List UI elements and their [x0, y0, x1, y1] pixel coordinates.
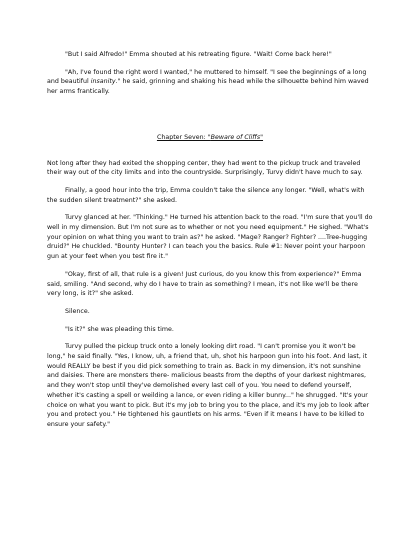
paragraph-body: Silence.	[65, 307, 90, 315]
insanity-post: ." he said, grinning and shaking his head while the silhouette behind him waved her arms frantically.	[47, 78, 369, 96]
chapter-label	[157, 134, 263, 141]
paragraph-body: "Okay, first of all, that rule is a given! Just curious, do you know this from experience?" Emma said, smiling. "And second, why do I have to train as something? I mean, it's not like we'll be there very long, is it?" she asked.	[47, 270, 362, 298]
paragraph-body: "Is it?" she was pleading this time.	[65, 325, 174, 333]
paragraph-body: Turvy pulled the pickup truck onto a lonely looking dirt road. "I can't promise you it won't be long," he said finally. "Yes, I know, uh, a friend that, uh, shot his harpoon gun into his foot. And last, it would REALLY be best if you did pick something to train as. Back in my dimension, it's not sunshine and daisies. There are monsters there- malicious beasts from the depths of your darkest nightmares, and they won't stop until they've demolished every last cell of you. You need to defend yourself, whether it's casting a spell or weilding a lance, or even riding a killer bunny..." he shrugged. "It's your choice on what you want to pick. But it's my job to bring you to the place, and it's my job to look after you and protect you." He tightened his gauntlets on his arms. "Even if it means I have to be killed to ensure your safety."	[47, 343, 370, 428]
paragraph-alfredo: "But I said Alfredo!" Emma shouted at his retreating figure. "Wait! Come back here!"	[65, 51, 332, 58]
paragraph-insanity	[47, 68, 373, 97]
chapter-heading	[47, 133, 373, 143]
chapter-title: Beware of Cliffs	[210, 133, 261, 141]
chapter-label-text: Chapter Seven: "	[156, 133, 211, 141]
paragraph-body: Finally, a good hour into the trip, Emma couldn't take the silence any longer. "Well, what's with the sudden silent treatment?" she asked.	[47, 186, 365, 204]
insanity-pre: "Ah, I've found the right word I wanted," he muttered to himself. "I see the beginnings of a long and beautiful	[47, 68, 367, 86]
paragraph-body: Not long after they had exited the shopping center, they had went to the pickup truck and traveled their way out of the city limits and into the countryside. Surprisingly, Turvy didn't have much to say.	[47, 159, 363, 177]
insanity-emphasis: insanity	[90, 78, 116, 86]
section-spacer	[47, 105, 373, 133]
paragraph-body: Turvy glanced at her. "Thinking." He turned his attention back to the road. "I'm sure that you'll do well in my dimension. But I'm not sure as to whether or not you need equipment." He sighed. "What's your opinion on what thing you want to train as?" he asked. "Mage? Ranger? Fighter? ....Tree-hugging druid?" He chuckled. "Bounty Hunter? I can teach you the basics. Rule #1: Never point your harpoon gun at your feet when you test fire it."	[47, 214, 373, 261]
chapter-title-end: "	[260, 133, 264, 141]
